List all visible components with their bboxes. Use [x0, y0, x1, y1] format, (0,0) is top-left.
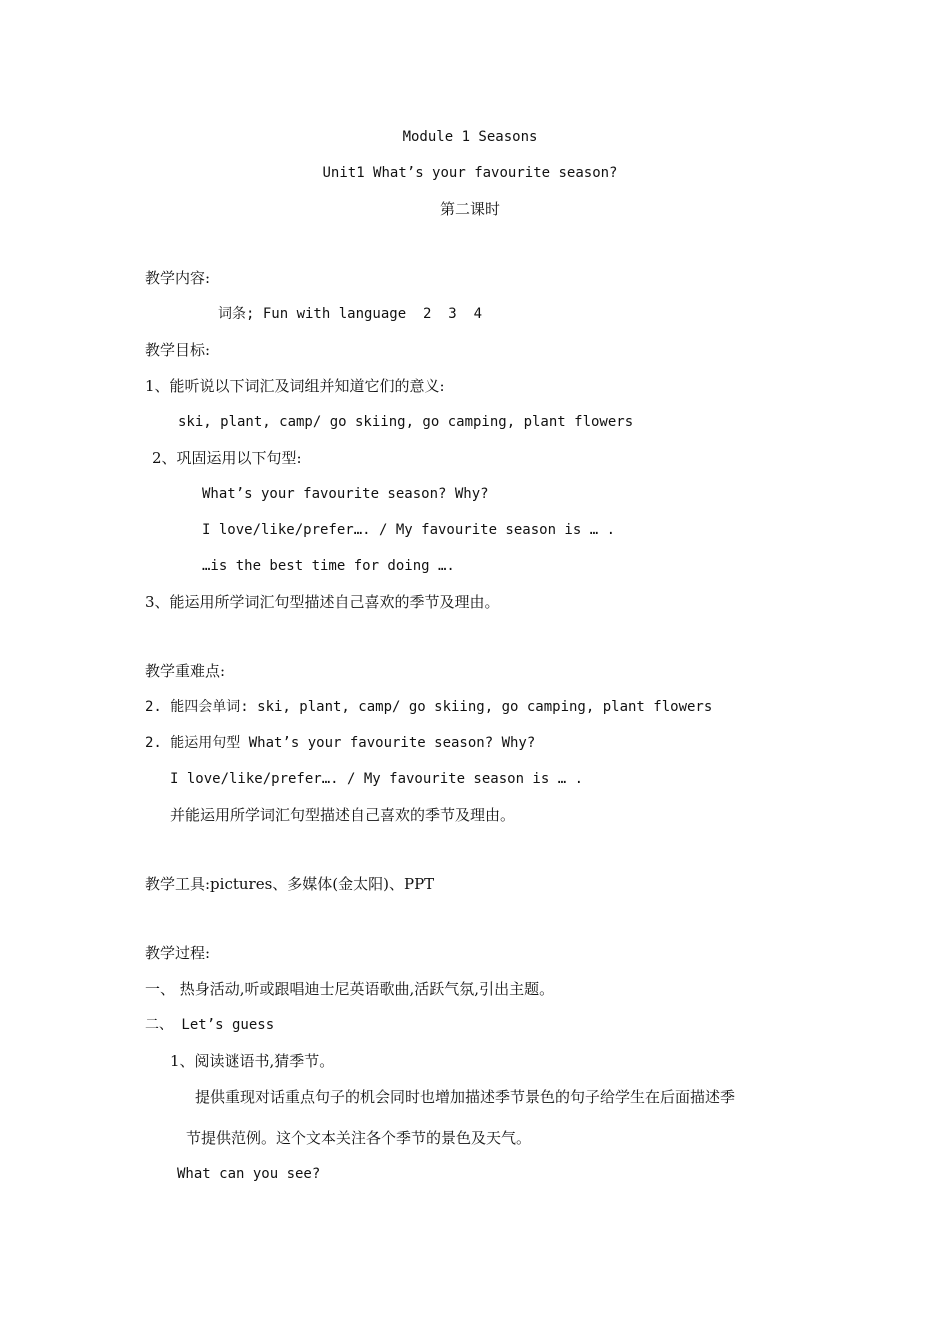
objective-2-sentence-2: I love/like/prefer…. / My favourite season is … .	[202, 522, 616, 538]
objective-3: 3、能运用所学词汇句型描述自己喜欢的季节及理由。	[145, 593, 500, 611]
objective-1: 1、能听说以下词汇及词组并知道它们的意义:	[145, 377, 445, 395]
lesson-title: 第二课时	[439, 200, 500, 218]
process-step-2: 二、 Let’s guess	[145, 1017, 275, 1033]
process-step-2-question: What can you see?	[177, 1166, 321, 1182]
objective-1-words: ski, plant, camp/ go skiing, go camping, plant flowers	[178, 414, 634, 430]
objectives-heading: 教学目标:	[145, 341, 211, 359]
content-items: 词条; Fun with language 2 3 4	[218, 306, 483, 322]
key-point-2-note: 并能运用所学词汇句型描述自己喜欢的季节及理由。	[170, 806, 516, 824]
process-step-2-desc-2: 节提供范例。这个文本关注各个季节的景色及天气。	[186, 1129, 532, 1147]
teaching-tools: 教学工具:pictures、多媒体(金太阳)、PPT	[145, 875, 435, 893]
objective-2-sentence-3: …is the best time for doing ….	[202, 558, 455, 574]
unit-title: Unit1 What’s your favourite season?	[322, 165, 618, 181]
objective-2: 2、巩固运用以下句型:	[152, 449, 302, 467]
process-step-1: 一、 热身活动,听或跟唱迪士尼英语歌曲,活跃气氛,引出主题。	[145, 980, 555, 998]
process-step-2-desc-1: 提供重现对话重点句子的机会同时也增加描述季节景色的句子给学生在后面描述季	[195, 1088, 736, 1106]
content-heading: 教学内容:	[145, 269, 211, 287]
process-heading: 教学过程:	[145, 944, 211, 962]
key-point-2-sentence: I love/like/prefer…. / My favourite season is … .	[170, 771, 584, 787]
objective-2-sentence-1: What’s your favourite season? Why?	[202, 486, 489, 502]
module-title: Module 1 Seasons	[402, 129, 538, 145]
process-step-2-1: 1、阅读谜语书,猜季节。	[170, 1052, 335, 1070]
key-point-1: 2. 能四会单词: ski, plant, camp/ go skiing, go camping, plant flowers	[145, 699, 713, 715]
key-points-heading: 教学重难点:	[145, 662, 226, 680]
key-point-2: 2. 能运用句型 What’s your favourite season? Why?	[145, 735, 536, 751]
